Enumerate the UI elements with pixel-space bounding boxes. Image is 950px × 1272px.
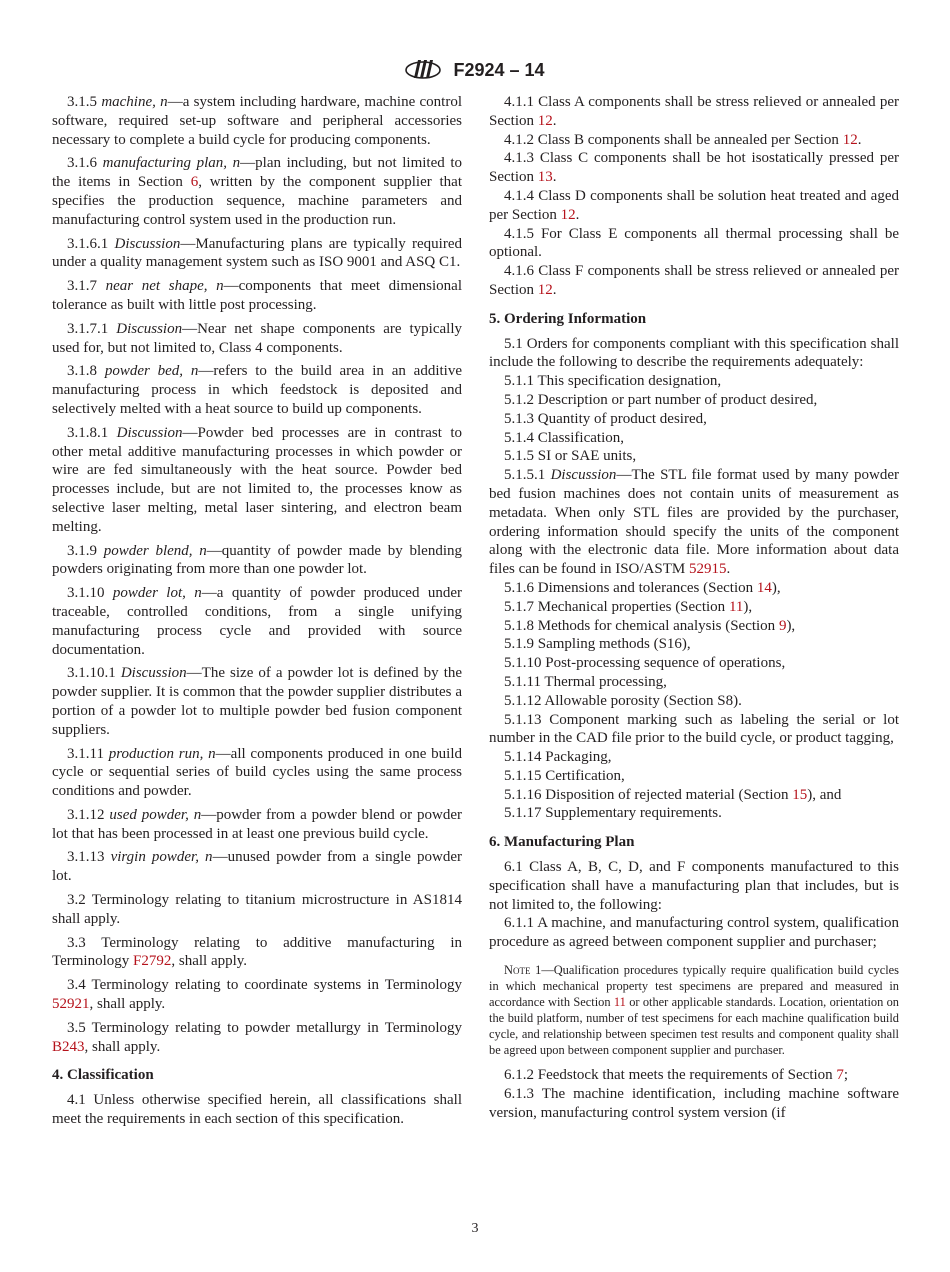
text-run: ),	[786, 617, 796, 634]
text-run: 5.1.10 Post-processing sequence of operations,	[504, 655, 786, 672]
paragraph	[489, 858, 899, 914]
text-run: 5. Ordering Information	[489, 310, 647, 327]
text-run: 5.1.9 Sampling methods (S16),	[504, 636, 691, 653]
section-link[interactable]: 14	[756, 579, 772, 596]
italic-term: Discussion	[550, 467, 617, 484]
text-run: —powder from a powder blend or powder lot that has been processed in at least one previous build cycle.	[52, 806, 463, 842]
text-run: 5.1.11 Thermal processing,	[504, 673, 667, 690]
section-link[interactable]: B243	[52, 1038, 85, 1055]
text-run: —quantity of powder made by blending powders originating from more than one powder lot.	[52, 542, 463, 578]
text-run: —plan including, but not limited to the items in Section	[52, 155, 463, 191]
paragraph	[52, 154, 462, 229]
paragraph	[489, 391, 899, 410]
paragraph	[52, 235, 462, 273]
paragraph	[489, 187, 899, 225]
paragraph	[489, 262, 899, 300]
text-run: ),	[743, 598, 753, 615]
text-run: 3.1.11	[67, 745, 109, 762]
paragraph	[489, 804, 899, 823]
section-link[interactable]: 12	[537, 281, 553, 298]
paragraph	[489, 786, 899, 805]
italic-term: Discussion	[114, 235, 181, 252]
italic-term: Discussion	[120, 665, 187, 682]
text-run: 3.2 Terminology relating to titanium microstructure in AS1814 shall apply.	[52, 892, 462, 927]
section-link[interactable]: 11	[728, 598, 744, 615]
text-run: ), and	[807, 786, 842, 803]
section-link[interactable]: 11	[613, 995, 626, 1010]
text-run: .	[857, 131, 862, 148]
text-run: —Powder bed processes are in contrast to other metal additive manufacturing processes in which powder or wire are fed simultaneously with the heat source. Powder bed processes include, but are not limited to, the processes know as selective laser melting, metal laser sintering, and electron beam melting.	[52, 424, 462, 535]
text-run: 4.1.5 For Class E components all thermal processing shall be optional.	[489, 225, 899, 261]
italic-term: used powder, n	[109, 806, 202, 823]
text-run: 6. Manufacturing Plan	[489, 834, 635, 851]
text-run: 3.1.8.1	[67, 424, 117, 441]
paragraph	[52, 93, 462, 149]
text-run: 6.1 Class A, B, C, D, and F components manufactured to this specification shall have a manufacturing plan that includes, but is not limited to, the following:	[489, 859, 899, 913]
text-run: .	[726, 561, 731, 578]
italic-term: Discussion	[116, 424, 183, 441]
text-run: —The STL file format used by many powder bed fusion machines does not contain units of measurement as metadata. When only STL files are provided by the purchaser, ordering information should specify the units of the component along with the electronic data file. More information about data files can be found in ISO/ASTM	[489, 467, 899, 578]
text-run: , written by the component supplier that specifies the production sequence, machine parameters and manufacturing control system used in the production run.	[52, 174, 463, 228]
paragraph	[52, 1091, 462, 1129]
section-heading	[489, 833, 899, 852]
text-run: —The size of a powder lot is defined by the powder supplier. It is common that the powder supplier distributes a portion of a powder lot to multiple powder bed fusion component suppliers.	[52, 665, 463, 738]
section-link[interactable]: 13	[537, 169, 553, 186]
paragraph	[489, 225, 899, 263]
text-run: 5.1.8 Methods for chemical analysis (Section	[504, 617, 779, 634]
section-link[interactable]: 6	[190, 174, 199, 191]
text-run: 4.1 Unless otherwise specified herein, all classifications shall meet the requirements in each section of this specification.	[52, 1092, 462, 1128]
text-run: 3.1.10.1	[67, 665, 121, 682]
paragraph	[52, 891, 462, 929]
text-run: —refers to the build area in an additive manufacturing process in which feedstock is deposited and selectively melted with a heat source to build up components.	[52, 363, 463, 417]
text-run: , shall apply.	[84, 1038, 161, 1055]
paragraph	[489, 914, 899, 952]
paragraph	[489, 598, 899, 617]
section-heading	[52, 1066, 462, 1085]
document-designation: F2924 – 14	[453, 59, 545, 80]
text-run: 4. Classification	[52, 1067, 154, 1084]
italic-term: manufacturing plan, n	[102, 155, 241, 172]
text-run: .	[552, 112, 557, 129]
text-run: 3.3 Terminology relating to additive manufacturing in Terminology	[52, 934, 462, 970]
text-run: 4.1.1 Class A components shall be stress relieved or annealed per Section	[489, 94, 899, 129]
text-run: .	[552, 169, 557, 186]
paragraph	[489, 579, 899, 598]
section-link[interactable]: F2792	[133, 953, 172, 970]
paragraph	[489, 447, 899, 466]
text-run: 6.1.1 A machine, and manufacturing control system, qualification procedure as agreed between component supplier and purchaser;	[489, 915, 899, 951]
italic-term: Discussion	[116, 320, 183, 337]
text-run: —a system including hardware, machine control software, required set-up software and peripheral accessories necessary to complete a build cycle for producing components.	[52, 94, 463, 148]
text-run: 5.1.5 SI or SAE units,	[504, 448, 637, 465]
section-link[interactable]: 12	[537, 112, 553, 129]
italic-term: production run, n	[108, 745, 216, 762]
text-run: 6.1.3 The machine identification, including machine software version, manufacturing control system version (if	[489, 1085, 899, 1121]
paragraph	[489, 93, 899, 131]
text-run: 5.1.17 Supplementary requirements.	[504, 805, 722, 822]
paragraph	[489, 131, 899, 150]
paragraph	[52, 806, 462, 844]
paragraph	[489, 372, 899, 391]
paragraph	[52, 664, 462, 739]
paragraph	[489, 617, 899, 636]
astm-logo-icon	[405, 56, 441, 84]
paragraph	[52, 934, 462, 972]
text-run: 4.1.3 Class C components shall be hot isostatically pressed per Section	[489, 150, 899, 186]
section-link[interactable]: 9	[778, 617, 787, 634]
paragraph	[52, 584, 462, 659]
paragraph	[489, 466, 899, 579]
text-run: —Manufacturing plans are typically required under a quality management system such as ISO 9001 and ASQ C1.	[52, 235, 462, 271]
text-run: 5.1.7 Mechanical properties (Section	[504, 598, 729, 615]
text-run: 3.1.6.1	[67, 235, 115, 252]
section-link[interactable]: 15	[792, 786, 808, 803]
paragraph	[52, 745, 462, 801]
paragraph	[489, 692, 899, 711]
italic-term: virgin powder, n	[110, 849, 213, 866]
paragraph	[489, 635, 899, 654]
paragraph	[489, 410, 899, 429]
text-run: 3.1.7.1	[67, 320, 117, 337]
paragraph	[52, 542, 462, 580]
text-run: .	[552, 281, 557, 298]
text-run: 3.1.5	[67, 94, 102, 110]
text-run: 3.1.12	[67, 806, 110, 823]
text-run: —all components produced in one build cycle or sequential series of build cycles using the same process conditions and powder.	[52, 745, 462, 800]
paragraph	[52, 424, 462, 537]
italic-term: powder blend, n	[103, 542, 207, 559]
text-run: 4.1.4 Class D components shall be solution heat treated and aged per Section	[489, 187, 899, 223]
paragraph	[489, 654, 899, 673]
text-run: 6.1.2 Feedstock that meets the requirements of Section	[504, 1067, 837, 1084]
right-column	[489, 93, 899, 1122]
paragraph	[52, 1019, 462, 1057]
left-column	[52, 93, 462, 1134]
section-link[interactable]: 7	[836, 1067, 844, 1084]
italic-term: powder bed, n	[104, 363, 199, 380]
paragraph	[52, 277, 462, 315]
text-run: , shall apply.	[89, 996, 166, 1013]
section-link[interactable]: 12	[560, 206, 576, 223]
paragraph	[52, 976, 462, 1014]
text-run: 5.1.6 Dimensions and tolerances (Section	[504, 579, 757, 596]
text-run: .	[575, 206, 580, 223]
paragraph	[489, 429, 899, 448]
section-heading	[489, 310, 899, 329]
text-run: —unused powder from a single powder lot.	[52, 849, 462, 885]
text-run: 3.5 Terminology relating to powder metallurgy in Terminology	[67, 1019, 462, 1036]
text-run: —Near net shape components are typically used for, but not limited to, Class 4 components.	[52, 320, 462, 356]
text-run: 3.1.9	[67, 542, 104, 559]
italic-term: near net shape, n	[105, 278, 224, 295]
text-run: 5.1 Orders for components compliant with this specification shall include the following to describe the requirements adequately:	[489, 335, 899, 371]
paragraph	[52, 320, 462, 358]
text-run: 3.1.10	[67, 585, 113, 602]
text-run: 5.1.1 This specification designation,	[504, 373, 722, 390]
text-run: ),	[771, 579, 781, 596]
section-link[interactable]: 12	[842, 131, 858, 148]
text-run: 5.1.4 Classification,	[504, 429, 624, 446]
italic-term: machine, n	[101, 94, 168, 110]
page-header	[0, 56, 950, 84]
text-run: ;	[843, 1067, 849, 1084]
paragraph	[489, 767, 899, 786]
page-number: 3	[471, 1221, 479, 1236]
text-run: 5.1.14 Packaging,	[504, 749, 612, 766]
paragraph	[52, 848, 462, 886]
text-run: 5.1.15 Certification,	[504, 767, 625, 784]
section-link[interactable]: 52915	[688, 561, 727, 578]
text-run: —Qualification procedures typically require qualification build cycles in which mechanical property test specimens are prepared and measured in accordance with Section	[489, 963, 899, 1010]
text-run: 3.1.6	[67, 155, 103, 172]
text-run: 3.4 Terminology relating to coordinate systems in Terminology	[67, 977, 462, 994]
paragraph	[489, 711, 899, 749]
text-run: , shall apply.	[171, 953, 248, 970]
italic-term: powder lot, n	[112, 585, 202, 602]
text-run: 5.1.12 Allowable porosity (Section S8).	[504, 692, 742, 709]
text-run: 4.1.6 Class F components shall be stress relieved or annealed per Section	[489, 263, 899, 298]
note-paragraph	[489, 962, 899, 1058]
text-run: 5.1.3 Quantity of product desired,	[504, 410, 707, 427]
text-run: 3.1.7	[67, 278, 106, 295]
text-run: or other applicable standards. Location, orientation on the build platform, number of test specimens for each machine qualification build cycle, and relationship between specimen test results and component quality shall be agreed upon between component supplier and purchaser.	[489, 995, 899, 1058]
paragraph	[489, 149, 899, 187]
paragraph	[52, 362, 462, 418]
text-run: —a quantity of powder produced under traceable, controlled conditions, from a single unifying manufacturing process cycle and provided with source documentation.	[52, 585, 463, 658]
paragraph	[489, 1085, 899, 1123]
text-run: 3.1.8	[67, 363, 105, 380]
text-run: 5.1.5.1	[504, 467, 551, 484]
text-run: Note 1	[504, 963, 542, 978]
text-run: 5.1.2 Description or part number of product desired,	[504, 391, 818, 408]
text-run: 5.1.16 Disposition of rejected material (Section	[504, 786, 793, 803]
paragraph	[489, 748, 899, 767]
text-run: 5.1.13 Component marking such as labeling the serial or lot number in the CAD file prior to the build cycle, or product tagging,	[489, 711, 899, 747]
text-run: 4.1.2 Class B components shall be annealed per Section	[504, 131, 843, 148]
paragraph	[489, 673, 899, 692]
section-link[interactable]: 52921	[52, 996, 90, 1013]
text-run: —components that meet dimensional tolerance as built with little post processing.	[52, 278, 462, 313]
paragraph	[489, 1066, 899, 1085]
paragraph	[489, 335, 899, 373]
text-run: 3.1.13	[67, 849, 111, 866]
